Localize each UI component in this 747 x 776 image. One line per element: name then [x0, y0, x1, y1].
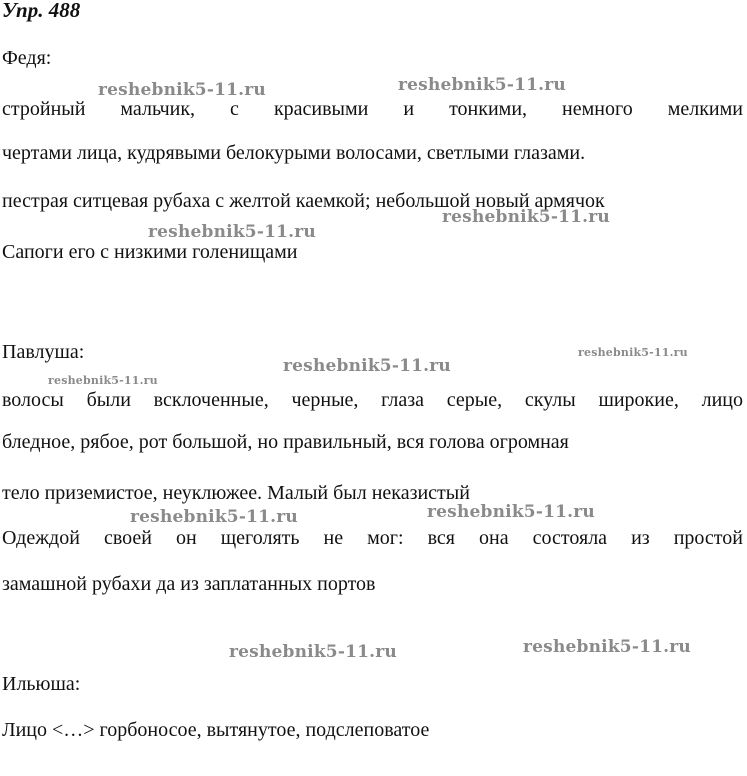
text-line: Одеждой своей он щеголять не мог: вся она состояла из простой	[2, 527, 743, 549]
watermark: reshebnik5-11.ru	[48, 374, 158, 387]
exercise-title: Упр. 488	[2, 0, 81, 22]
watermark: reshebnik5-11.ru	[427, 502, 595, 522]
watermark: reshebnik5-11.ru	[130, 507, 298, 527]
section-heading-pavlusha: Павлуша:	[2, 341, 85, 363]
text-line: пестрая ситцевая рубаха с желтой каемкой; небольшой новый армячок	[2, 190, 605, 212]
text-line: замашной рубахи да из заплатанных портов	[2, 573, 376, 595]
watermark: reshebnik5-11.ru	[283, 356, 451, 376]
section-heading-fedya: Федя:	[2, 47, 52, 69]
watermark: reshebnik5-11.ru	[98, 80, 266, 100]
text-line: стройный мальчик, с красивыми и тонкими, немного мелкими	[2, 98, 743, 120]
watermark: reshebnik5-11.ru	[578, 346, 688, 359]
text-line: чертами лица, кудрявыми белокурыми волосами, светлыми глазами.	[2, 142, 586, 164]
section-heading-ilyusha: Ильюша:	[2, 673, 81, 695]
watermark: reshebnik5-11.ru	[229, 642, 397, 662]
text-line: Лицо <…> горбоносое, вытянутое, подслеповатое	[2, 719, 430, 741]
watermark: reshebnik5-11.ru	[148, 222, 316, 242]
text-line: тело приземистое, неуклюжее. Малый был неказистый	[2, 482, 470, 504]
watermark: reshebnik5-11.ru	[398, 75, 566, 95]
watermark: reshebnik5-11.ru	[442, 207, 610, 227]
watermark: reshebnik5-11.ru	[523, 637, 691, 657]
text-line: бледное, рябое, рот большой, но правильный, вся голова огромная	[2, 431, 569, 453]
text-line: Сапоги его с низкими голенищами	[2, 241, 298, 263]
text-line: волосы были всклоченные, черные, глаза серые, скулы широкие, лицо	[2, 389, 743, 411]
